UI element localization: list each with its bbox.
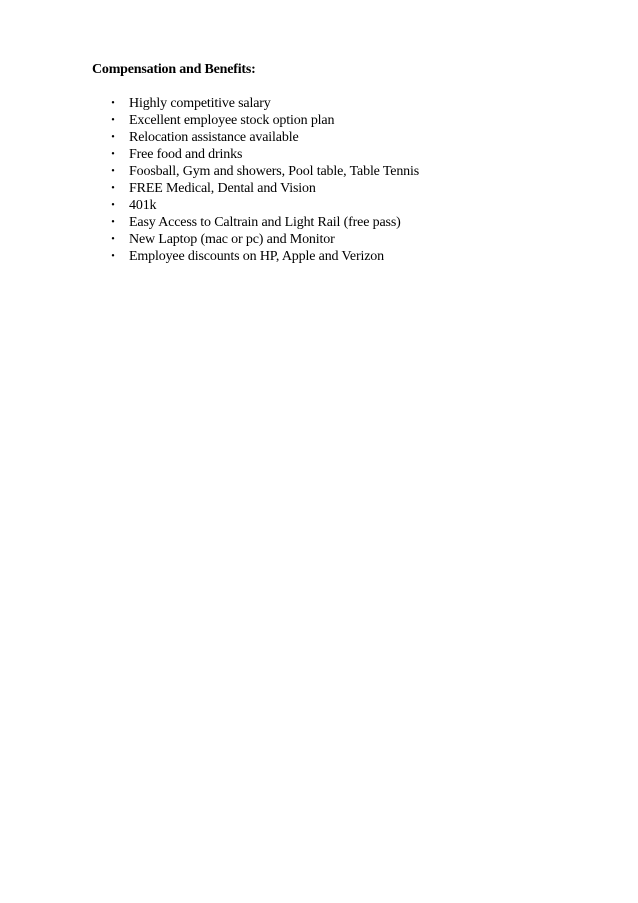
section-heading: Compensation and Benefits:	[92, 62, 256, 77]
benefit-text: Excellent employee stock option plan	[129, 113, 335, 128]
bullet-icon: •	[111, 98, 115, 109]
benefit-text: Easy Access to Caltrain and Light Rail (free pass)	[129, 215, 401, 230]
benefit-text: Foosball, Gym and showers, Pool table, Table Tennis	[129, 164, 420, 179]
bullet-icon: •	[111, 132, 115, 143]
benefit-text: Relocation assistance available	[129, 130, 299, 145]
bullet-icon: •	[111, 200, 115, 211]
bullet-icon: •	[111, 251, 115, 262]
benefit-text: Free food and drinks	[129, 147, 243, 162]
benefit-text: New Laptop (mac or pc) and Monitor	[129, 232, 335, 247]
benefit-text: FREE Medical, Dental and Vision	[129, 181, 316, 196]
benefit-text: 401k	[129, 198, 157, 213]
bullet-icon: •	[111, 234, 115, 245]
benefit-text: Employee discounts on HP, Apple and Verizon	[129, 249, 384, 264]
benefit-text: Highly competitive salary	[129, 96, 271, 111]
bullet-icon: •	[111, 149, 115, 160]
bullet-icon: •	[111, 217, 115, 228]
bullet-icon: •	[111, 166, 115, 177]
bullet-icon: •	[111, 183, 115, 194]
bullet-icon: •	[111, 115, 115, 126]
